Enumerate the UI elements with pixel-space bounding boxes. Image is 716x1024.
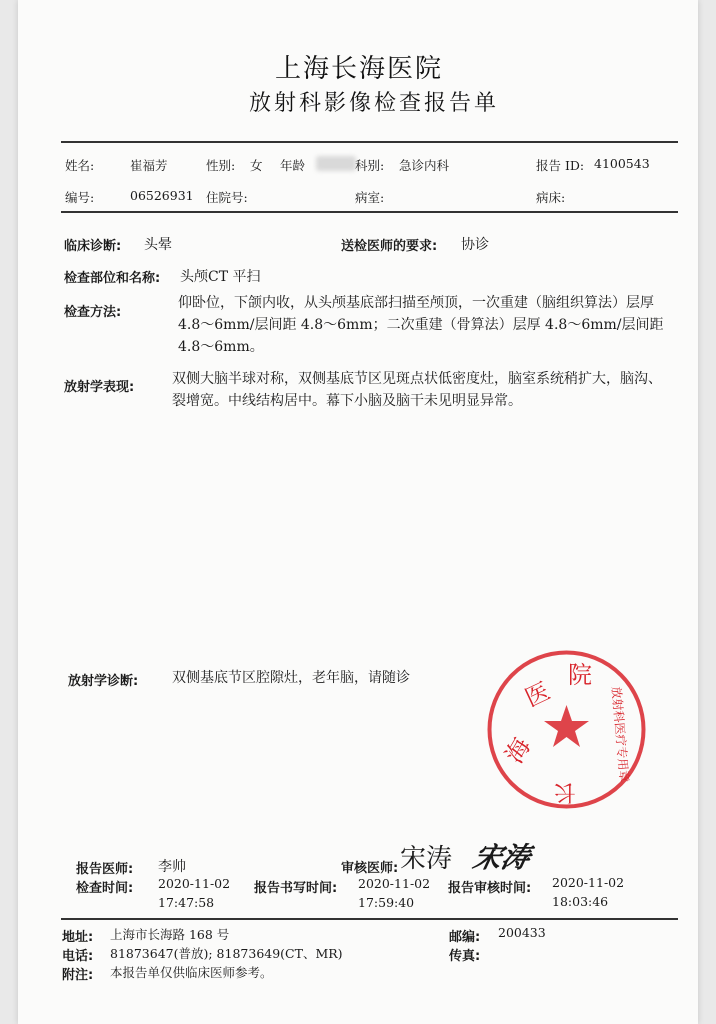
seal-char-left-1: 海: [499, 733, 537, 768]
bed-label: 病床:: [536, 190, 566, 205]
dept-label: 科别:: [355, 158, 385, 173]
reviewer-handwritten-signature: 宋涛: [470, 841, 534, 874]
write-time-label: 报告书写时间:: [254, 881, 338, 896]
note-value: 本报告单仅供临床医师参考。: [110, 965, 273, 980]
hospital-name: 上海长海医院: [275, 54, 444, 84]
patient-name: 崔福芳: [130, 158, 168, 173]
exam-part-value: 头颅CT 平扫: [180, 269, 261, 285]
fax-label: 传真:: [449, 949, 481, 964]
diagnosis-value: 头晕: [144, 237, 172, 253]
sex-label: 性别:: [206, 158, 236, 173]
number-value: 06526931: [130, 188, 194, 203]
address-label: 地址:: [62, 930, 94, 945]
exam-date: 2020-11-02: [158, 876, 231, 891]
seal-char-bottom: 长: [553, 779, 576, 804]
phone-value: 81873647(普放); 81873649(CT、MR): [110, 946, 343, 961]
diagnosis-label: 临床诊断:: [64, 239, 122, 254]
findings-label: 放射学表现:: [64, 380, 135, 395]
review-date: 2020-11-02: [552, 875, 625, 890]
reporter-name: 李帅: [158, 859, 186, 875]
report-page: [18, 0, 698, 1024]
findings-text: 双侧大脑半球对称，双侧基底节区见斑点状低密度灶，脑室系统稍扩大，脑沟、裂增宽。中线结构居中。幕下小脑及脑干未见明显异常。: [172, 371, 662, 409]
postcode-value: 200433: [498, 925, 546, 940]
name-label: 姓名:: [65, 158, 95, 173]
exam-part-label: 检查部位和名称:: [64, 271, 161, 286]
reviewer-label: 审核医师:: [341, 861, 399, 876]
divider-top: [61, 141, 678, 143]
patient-sex: 女: [250, 158, 263, 173]
review-time: 18:03:46: [552, 894, 609, 909]
exam-time-label: 检查时间:: [76, 881, 134, 896]
note-label: 附注:: [62, 968, 94, 983]
dept-value: 急诊内科: [399, 158, 450, 173]
method-label: 检查方法:: [64, 305, 122, 320]
request-label: 送检医师的要求:: [341, 239, 438, 254]
age-label: 年龄: [280, 158, 306, 173]
report-id-label: 报告 ID:: [536, 158, 585, 173]
reviewer-print-name: 宋涛: [400, 844, 453, 874]
phone-label: 电话:: [62, 949, 94, 964]
seal-char-top: 院: [568, 661, 592, 689]
ward-label: 病室:: [355, 190, 385, 205]
seal-right-text: 放射科医疗专用章: [609, 686, 632, 783]
number-label: 编号:: [65, 190, 95, 205]
divider-patient: [61, 211, 678, 213]
write-date: 2020-11-02: [358, 876, 431, 891]
exam-time: 17:47:58: [158, 895, 215, 910]
age-redacted: [316, 156, 356, 171]
impression-label: 放射学诊断:: [68, 674, 139, 689]
review-time-label: 报告审核时间:: [448, 881, 532, 896]
seal-star-icon: [544, 705, 589, 747]
reporter-label: 报告医师:: [76, 862, 134, 877]
address-value: 上海市长海路 168 号: [110, 927, 230, 942]
hospital-seal: [484, 647, 649, 812]
seal-char-left-2: 医: [520, 676, 555, 713]
report-id-value: 4100543: [594, 156, 650, 171]
impression-value: 双侧基底节区腔隙灶，老年脑，请随诊: [172, 670, 410, 686]
divider-footer: [61, 918, 678, 920]
request-value: 协诊: [461, 237, 489, 253]
postcode-label: 邮编:: [449, 930, 481, 945]
write-time: 17:59:40: [358, 895, 415, 910]
admission-label: 住院号:: [206, 190, 248, 205]
method-text: 仰卧位，下颌内收，从头颅基底部扫描至颅顶，一次重建（脑组织算法）层厚 4.8～6mm/层间距 4.8～6mm；二次重建（骨算法）层厚 4.8～6mm/层间距 4.8～6mm。: [178, 295, 664, 355]
report-title: 放射科影像检查报告单: [249, 91, 500, 116]
